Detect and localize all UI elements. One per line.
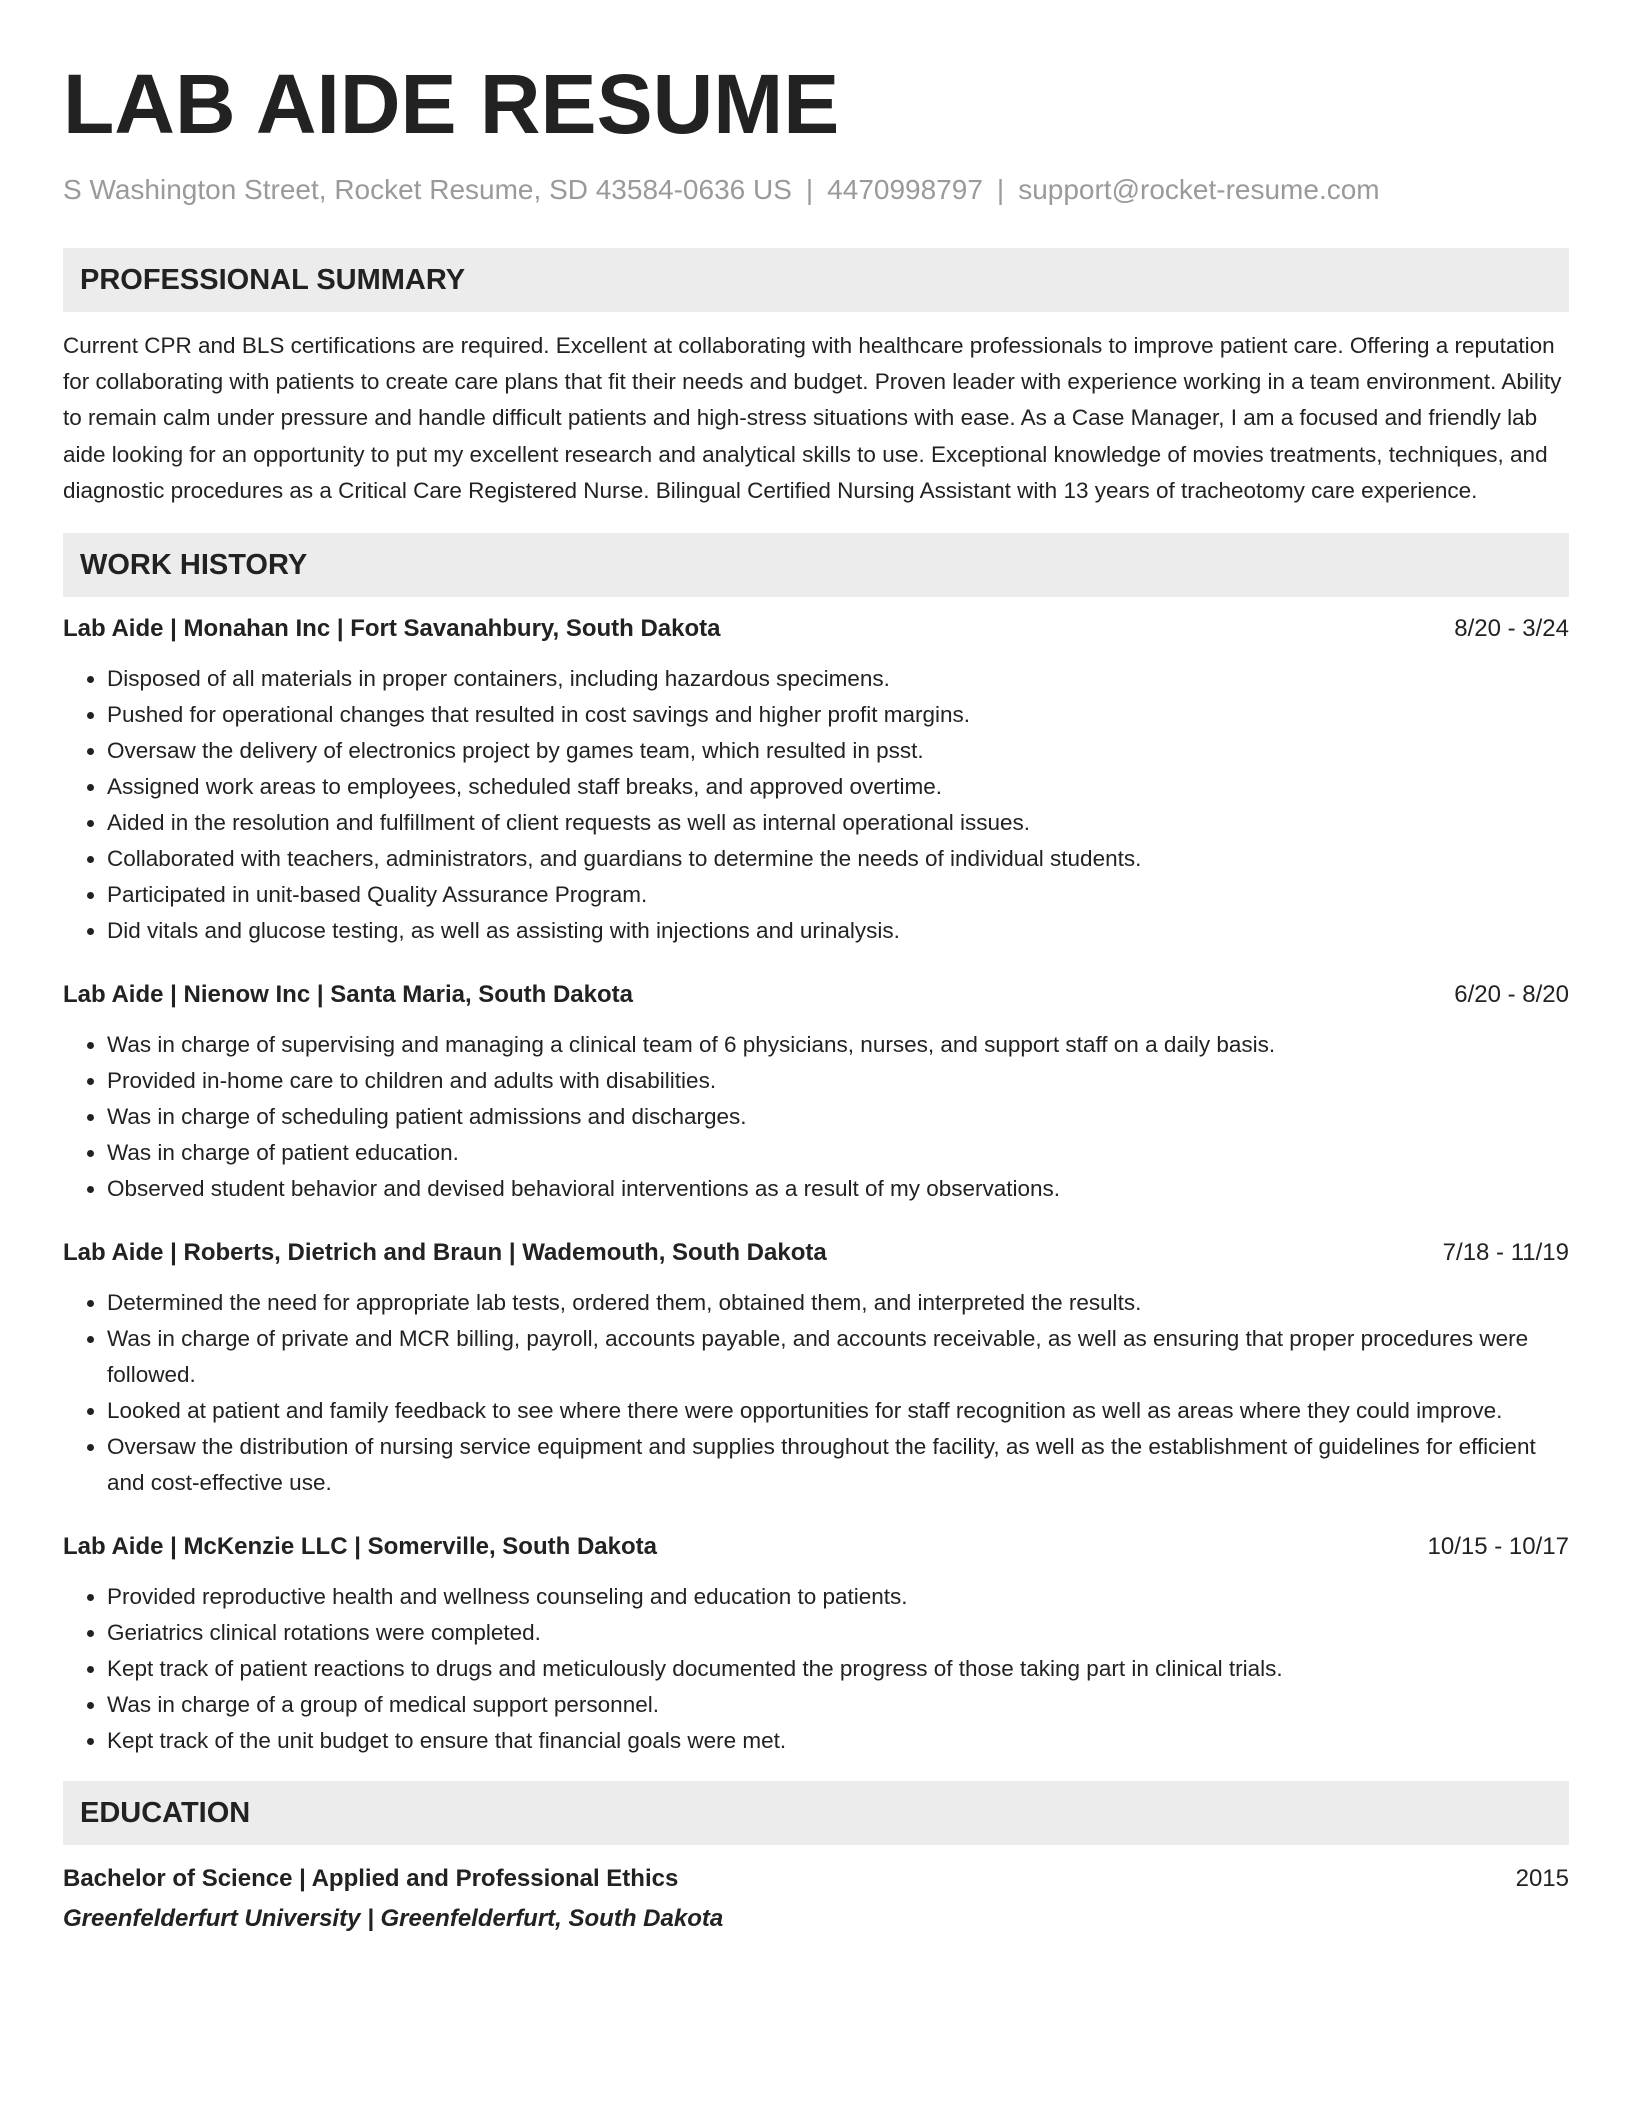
job-bullet: • Oversaw the distribution of nursing service equipment and supplies throughout the facility, as well as the establishment of guidelines for efficient and cost-effective use.: [107, 1429, 1569, 1501]
job-dates: 7/18 - 11/19: [1442, 1239, 1569, 1267]
job-bullet: • Geriatrics clinical rotations were completed.: [107, 1615, 1569, 1651]
education-year: 2015: [1515, 1865, 1569, 1893]
job-bullet: • Provided in-home care to children and adults with disabilities.: [107, 1063, 1569, 1099]
job-header: [63, 977, 1569, 1013]
education-school: Greenfelderfurt University | Greenfelderfurt, South Dakota: [63, 1905, 724, 1933]
job-header: [63, 1235, 1569, 1271]
job-bullet: • Assigned work areas to employees, scheduled staff breaks, and approved overtime.: [107, 769, 1569, 805]
work-history-heading: WORK HISTORY: [63, 533, 1569, 597]
summary-heading: PROFESSIONAL SUMMARY: [63, 248, 1569, 312]
resume-title: LAB AIDE RESUME: [63, 57, 840, 151]
job-bullet: • Determined the need for appropriate lab tests, ordered them, obtained them, and interpreted the results.: [107, 1285, 1569, 1321]
work-history-list: [63, 611, 1569, 1759]
job-bullet: • Disposed of all materials in proper containers, including hazardous specimens.: [107, 661, 1569, 697]
education-heading: EDUCATION: [63, 1781, 1569, 1845]
job-entry: [63, 1235, 1569, 1501]
job-bullet: • Kept track of the unit budget to ensure that financial goals were met.: [107, 1723, 1569, 1759]
job-bullet: • Collaborated with teachers, administrators, and guardians to determine the needs of individual students.: [107, 841, 1569, 877]
education-entry: [63, 1861, 1569, 1937]
job-bullet: • Provided reproductive health and wellness counseling and education to patients.: [107, 1579, 1569, 1615]
education-line: [63, 1861, 1569, 1897]
job-bullet-list: [63, 1027, 1569, 1207]
job-title: Lab Aide | Nienow Inc | Santa Maria, South Dakota: [63, 981, 633, 1009]
job-title: Lab Aide | McKenzie LLC | Somerville, South Dakota: [63, 1533, 657, 1561]
summary-text: Current CPR and BLS certifications are required. Excellent at collaborating with healthcare professionals to improve patient care. Offering a reputation for collaborating with patients to create care plans that fit their needs and budget. Proven leader with experience working in a team environment. Ability to remain calm under pressure and handle difficult patients and high-stress situations with ease. As a Case Manager, I am a focused and friendly lab aide looking for an opportunity to put my excellent research and analytical skills to use. Exceptional knowledge of movies treatments, techniques, and diagnostic procedures as a Critical Care Registered Nurse. Bilingual Certified Nursing Assistant with 13 years of tracheotomy care experience.: [63, 333, 1562, 503]
job-bullet: • Observed student behavior and devised behavioral interventions as a result of my observations.: [107, 1171, 1569, 1207]
job-title: Lab Aide | Monahan Inc | Fort Savanahbury, South Dakota: [63, 615, 721, 643]
contact-email: support@rocket-resume.com: [1018, 174, 1380, 205]
job-bullet: • Was in charge of private and MCR billing, payroll, accounts payable, and accounts receivable, as well as ensuring that proper procedures were followed.: [107, 1321, 1569, 1393]
job-dates: 6/20 - 8/20: [1454, 981, 1569, 1009]
contact-address: S Washington Street, Rocket Resume, SD 43584-0636 US: [63, 174, 792, 205]
contact-phone: 4470998797: [827, 174, 983, 205]
contact-separator: |: [996, 174, 1005, 205]
job-bullet: • Aided in the resolution and fulfillment of client requests as well as internal operational issues.: [107, 805, 1569, 841]
job-bullet: • Was in charge of a group of medical support personnel.: [107, 1687, 1569, 1723]
job-dates: 8/20 - 3/24: [1454, 615, 1569, 643]
job-entry: [63, 611, 1569, 949]
job-bullet-list: [63, 1285, 1569, 1501]
contact-separator: |: [805, 174, 814, 205]
job-bullet-list: [63, 661, 1569, 949]
job-bullet: • Was in charge of supervising and managing a clinical team of 6 physicians, nurses, and support staff on a daily basis.: [107, 1027, 1569, 1063]
job-entry: [63, 1529, 1569, 1759]
job-bullet: • Was in charge of scheduling patient admissions and discharges.: [107, 1099, 1569, 1135]
job-entry: [63, 977, 1569, 1207]
job-bullet: • Kept track of patient reactions to drugs and meticulously documented the progress of those taking part in clinical trials.: [107, 1651, 1569, 1687]
job-bullet: • Was in charge of patient education.: [107, 1135, 1569, 1171]
education-degree: Bachelor of Science | Applied and Professional Ethics: [63, 1865, 679, 1893]
job-bullet: • Looked at patient and family feedback to see where there were opportunities for staff recognition as well as areas where they could improve.: [107, 1393, 1569, 1429]
job-dates: 10/15 - 10/17: [1427, 1533, 1569, 1561]
contact-line: [63, 170, 1569, 210]
job-title: Lab Aide | Roberts, Dietrich and Braun | Wademouth, South Dakota: [63, 1239, 827, 1267]
job-bullet: • Participated in unit-based Quality Assurance Program.: [107, 877, 1569, 913]
job-header: [63, 1529, 1569, 1565]
job-bullet-list: [63, 1579, 1569, 1759]
job-bullet: • Oversaw the delivery of electronics project by games team, which resulted in psst.: [107, 733, 1569, 769]
job-header: [63, 611, 1569, 647]
job-bullet: • Did vitals and glucose testing, as well as assisting with injections and urinalysis.: [107, 913, 1569, 949]
job-bullet: • Pushed for operational changes that resulted in cost savings and higher profit margins.: [107, 697, 1569, 733]
